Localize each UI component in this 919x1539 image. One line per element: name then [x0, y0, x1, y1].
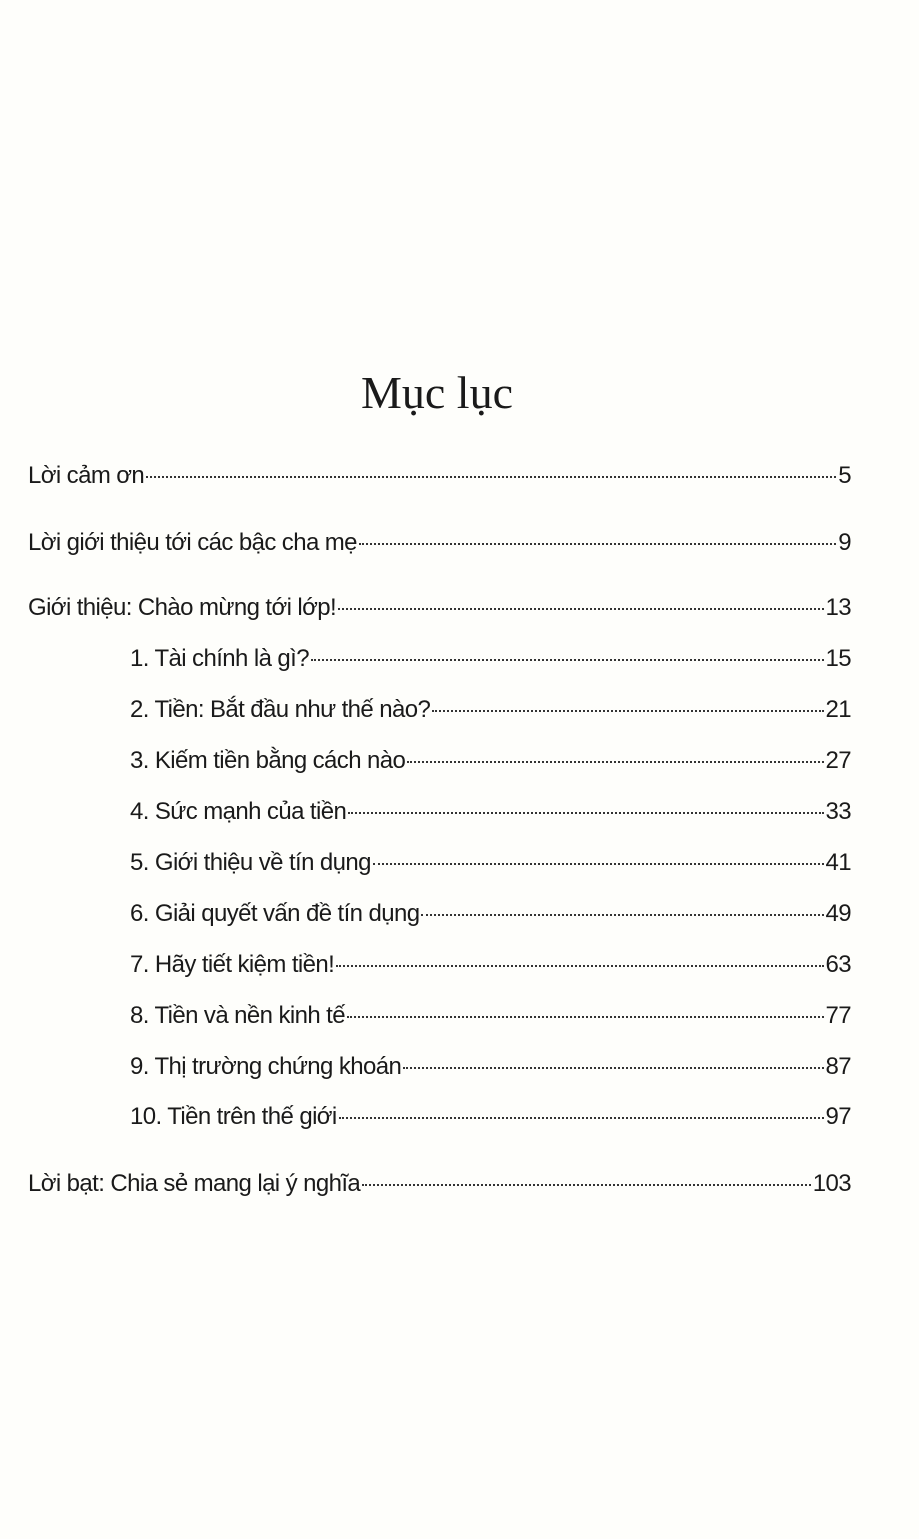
dot-leader [347, 1016, 824, 1018]
dot-leader [407, 761, 823, 763]
entry-title: 1. Tài chính là gì? [130, 645, 309, 672]
dot-leader [146, 476, 836, 478]
dot-leader [338, 608, 823, 610]
page-number: 27 [825, 747, 851, 774]
entry-title: 4. Sức mạnh của tiền [130, 798, 347, 825]
dot-leader [362, 1184, 811, 1186]
page-number: 15 [825, 645, 851, 672]
dot-leader [421, 914, 823, 916]
page-title: Mục lục [360, 367, 513, 418]
toc-entry [28, 462, 851, 492]
page-number: 49 [825, 900, 851, 927]
page-number: 63 [825, 951, 851, 978]
dot-leader [432, 710, 823, 712]
toc-entry [28, 529, 851, 559]
entry-title: Lời cảm ơn [28, 462, 145, 489]
toc-chapter-entry [130, 696, 851, 726]
toc-chapter-entry [130, 645, 851, 675]
page-number: 97 [825, 1103, 851, 1130]
toc-chapter-entry [130, 1002, 851, 1032]
entry-title: 2. Tiền: Bắt đầu như thế nào? [130, 696, 431, 723]
dot-leader [373, 863, 824, 865]
entry-title: 6. Giải quyết vấn đề tín dụng [130, 900, 420, 927]
entry-title: Lời giới thiệu tới các bậc cha mẹ [28, 529, 357, 556]
dot-leader [348, 812, 823, 814]
entry-title: 7. Hãy tiết kiệm tiền! [130, 951, 335, 978]
entry-title: 5. Giới thiệu về tín dụng [130, 849, 371, 876]
entry-title: 3. Kiếm tiền bằng cách nào [130, 747, 406, 774]
toc-chapter-entry [130, 900, 851, 930]
page-number: 13 [825, 594, 851, 621]
page-number: 33 [825, 798, 851, 825]
page-number: 77 [825, 1002, 851, 1029]
page-number: 21 [825, 696, 851, 723]
entry-title: Lời bạt: Chia sẻ mang lại ý nghĩa [28, 1170, 361, 1197]
toc-chapter-entry [130, 1103, 851, 1133]
toc-chapter-entry [130, 849, 851, 879]
dot-leader [311, 659, 824, 661]
entry-title: 8. Tiền và nền kinh tế [130, 1002, 345, 1029]
toc-entry [28, 1170, 851, 1200]
toc-chapter-entry [130, 798, 851, 828]
toc-chapter-entry [130, 951, 851, 981]
page-number: 87 [825, 1053, 851, 1080]
dot-leader [403, 1067, 823, 1069]
toc-chapter-entry [130, 747, 851, 777]
page-number: 103 [812, 1170, 851, 1197]
entry-title: Giới thiệu: Chào mừng tới lớp! [28, 594, 337, 621]
dot-leader [339, 1117, 824, 1119]
entry-title: 9. Thị trường chứng khoán [130, 1053, 402, 1080]
toc-entry [28, 594, 851, 624]
page-number: 5 [838, 462, 851, 489]
dot-leader [359, 543, 836, 545]
entry-title: 10. Tiền trên thế giới [130, 1103, 337, 1130]
toc-chapter-entry [130, 1053, 851, 1083]
dot-leader [336, 965, 823, 967]
page-number: 41 [825, 849, 851, 876]
page-number: 9 [838, 529, 851, 556]
